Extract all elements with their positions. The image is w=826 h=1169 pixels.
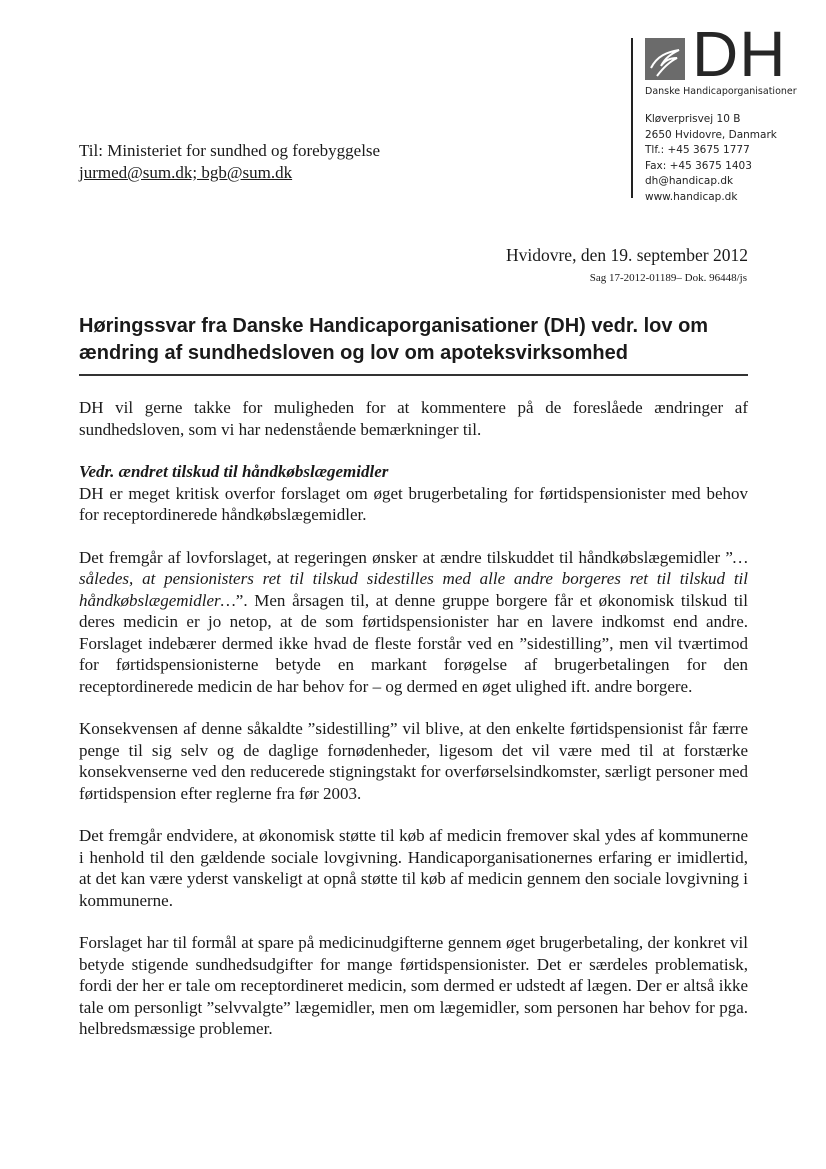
reference-number: Sag 17-2012-01189– Dok. 96448/js	[589, 272, 747, 284]
paragraph-proposal	[79, 547, 748, 698]
proposal-quote: … således, at pensionisters ret til tilskud sidestilles med alle andre borgeres ret til tilskud til håndkøbslægemidler…	[79, 547, 748, 610]
bird-icon	[645, 38, 685, 80]
address-block	[645, 112, 777, 205]
recipient-block	[79, 140, 380, 184]
date-line: Hvidovre, den 19. september 2012	[505, 245, 748, 265]
address-phone: Tlf.: +45 3675 1777	[645, 144, 750, 156]
logo-text: DH	[692, 18, 787, 90]
document-title: Høringssvar fra Danske Handicaporganisationer (DH) vedr. lov om ændring af sundhedsloven og lov om apoteksvirksomhed	[79, 315, 709, 364]
recipient-emails[interactable]: jurmed@sum.dk; bgb@sum.dk	[79, 163, 293, 182]
paragraph-section	[79, 461, 748, 526]
paragraph-critique: DH er meget kritisk overfor forslaget om øget brugerbetaling for førtidspensionister med behov for receptordinerede håndkøbslægemidler.	[79, 483, 748, 524]
section-subheading: Vedr. ændret tilskud til håndkøbslægemidler	[79, 462, 389, 481]
paragraph-proposal-end: ”. Men årsagen til, at denne gruppe borgere får et økonomisk tilskud til deres medicin er jo netop, at de som førtidspensionister har en lavere indkomst end andre. Forslaget indebærer dermed ikke hvad de fleste forstår ved en ”sidestilling”, men vil tværtimod for førtidspensionisterne betyde en markant forøgelse af brugerbetalingen for den receptordinerede medicin de har behov for – og dermed en øget ulighed ift. andre borgere.	[79, 590, 748, 696]
paragraph-purpose: Forslaget har til formål at spare på medicinudgifterne gennem øget brugerbetaling, der konkret vil betyde stigende sundhedsudgifter for mange førtidspensionister. Det er særdeles problematisk, fordi der her er tale om receptordineret medicin, som dermed er udstedt af lægen. Der er altså ikke tale om personligt ”selvvalgte” lægemidler, men om lægemidler, som personen har behov for pga. helbredsmæssige problemer.	[79, 933, 748, 1038]
paragraph-proposal-start: Det fremgår af lovforslaget, at regeringen ønsker at ændre tilskuddet til håndkøbslægemidler ”	[79, 547, 733, 567]
org-name: Danske Handicaporganisationer	[645, 86, 797, 97]
recipient-to: Til: Ministeriet for sundhed og forebyggelse	[79, 141, 381, 160]
address-street: Kløverprisvej 10 B	[645, 113, 741, 125]
letterhead-divider	[631, 38, 633, 198]
address-email[interactable]: dh@handicap.dk	[645, 175, 734, 187]
paragraph-intro: DH vil gerne takke for muligheden for at kommentere på de foreslåede ændringer af sundhedsloven, som vi har nedenstående bemærkninger til.	[79, 398, 748, 439]
address-city: 2650 Hvidovre, Danmark	[645, 128, 777, 141]
address-fax: Fax: +45 3675 1403	[645, 159, 752, 172]
document-body	[79, 397, 748, 1061]
address-website[interactable]: www.handicap.dk	[645, 190, 738, 203]
dh-logo-icon	[645, 38, 685, 80]
title-underline	[79, 374, 748, 376]
paragraph-municipal-support: Det fremgår endvidere, at økonomisk støtte til køb af medicin fremover skal ydes af kommunerne i henhold til den gældende sociale lovgivning. Handicaporganisationernes erfaring er imidlertid, at det kan være yderst vanskeligt at opnå støtte til køb af medicin gennem den sociale lovgivning i kommunerne.	[79, 826, 748, 910]
paragraph-consequence: Konsekvensen af denne såkaldte ”sidestilling” vil blive, at den enkelte førtidspensionist får færre penge til sig selv og de daglige fornødenheder, ligesom det vil være med til at forstærke konsekvenserne ved den reducerede stigningstakt for overførselsindkomster, særligt personer med førtidspension efter reglerne fra før 2003.	[79, 719, 748, 803]
